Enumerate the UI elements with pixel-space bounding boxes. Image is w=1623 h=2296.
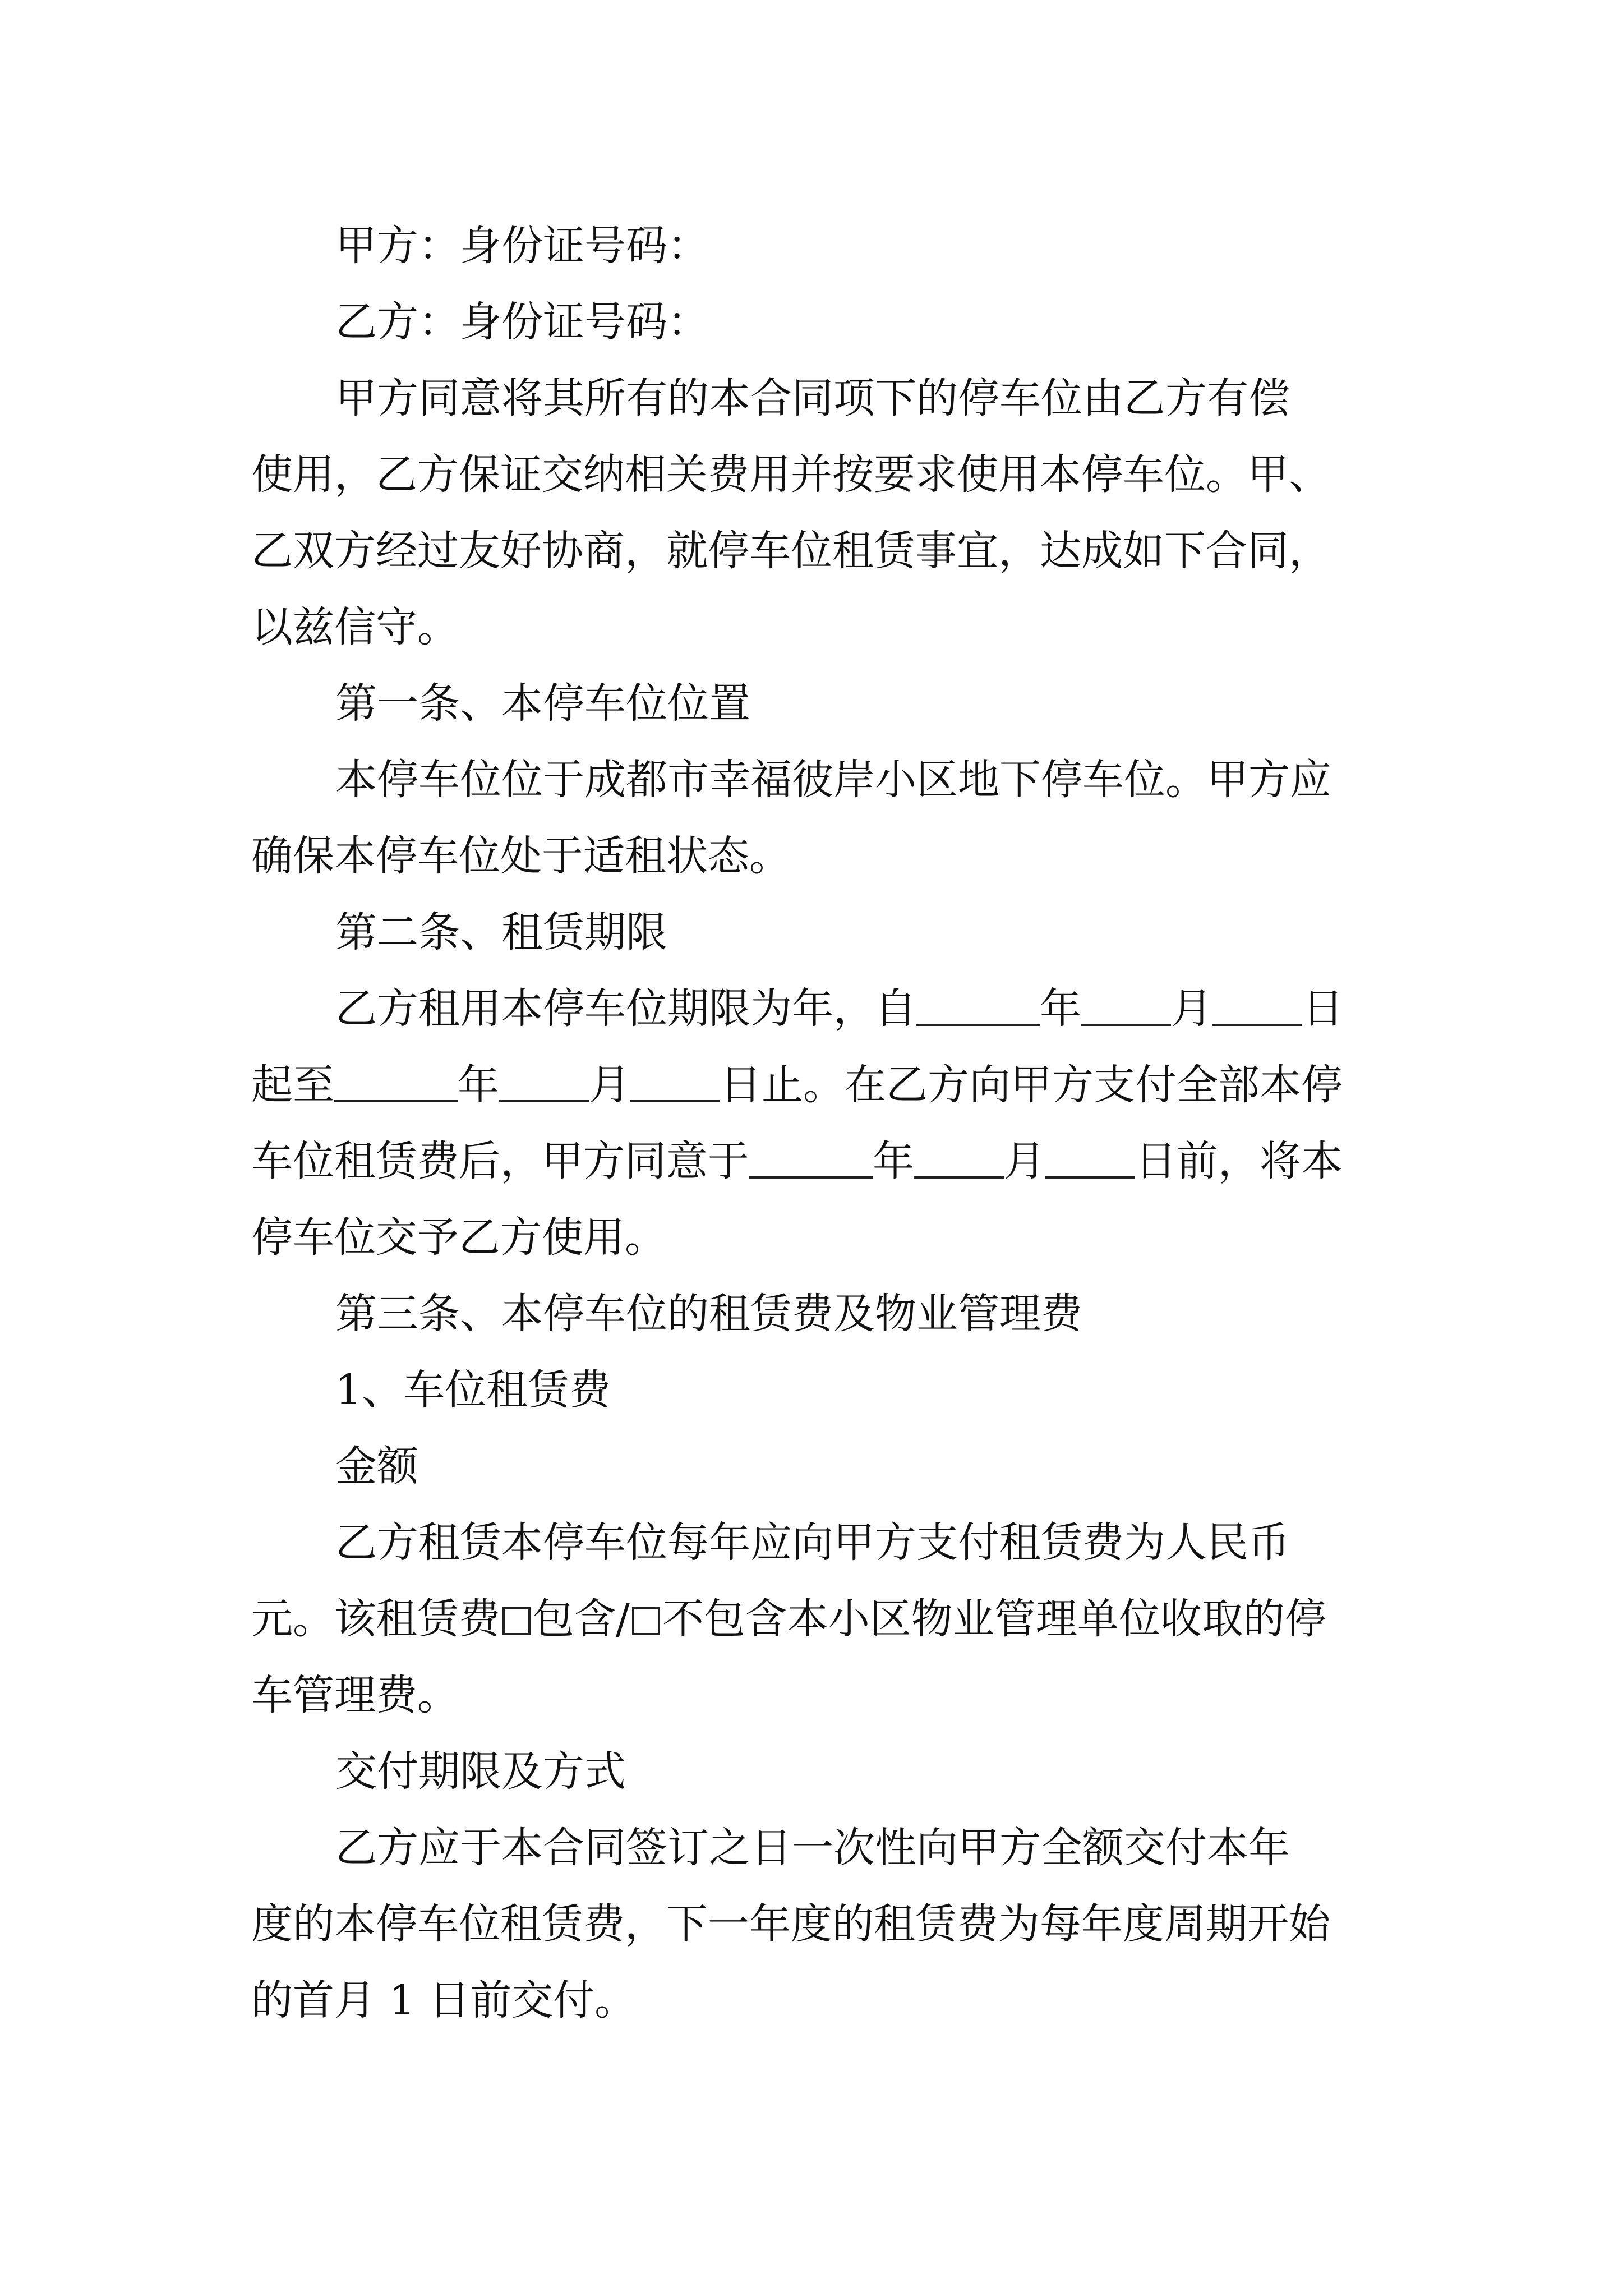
start-day-blank [1212, 990, 1302, 1026]
exclude-checkbox[interactable] [632, 1607, 660, 1635]
day-label: 日 [1302, 984, 1344, 1033]
article-2-line-3-end: 日前，将本 [1135, 1137, 1343, 1185]
article-2-line-1 [335, 981, 1344, 1037]
article-2-line-2-text: 起至 [251, 1061, 334, 1109]
start-month-blank [1081, 990, 1171, 1026]
article-3-line-2 [251, 1591, 1326, 1647]
article-2-line-2 [251, 1057, 1343, 1113]
article-2-heading: 第二条、租赁期限 [335, 908, 667, 956]
include-checkbox[interactable] [502, 1607, 531, 1635]
end-day-blank [630, 1066, 720, 1102]
article-1-line-1: 本停车位位于成都市幸福彼岸小区地下停车位。甲方应 [335, 756, 1331, 804]
handover-day-blank [1045, 1143, 1135, 1179]
article-2-line-3 [251, 1133, 1343, 1189]
preamble-line-3: 乙双方经过友好协商，就停车位租赁事宜，达成如下合同， [251, 527, 1330, 575]
preamble-line-1: 甲方同意将其所有的本合同项下的停车位由乙方有偿 [335, 374, 1290, 422]
article-2-line-3-text: 车位租赁费后，甲方同意于 [251, 1137, 749, 1185]
exclude-label: 不包含本小区物业管理单位收取的停 [662, 1595, 1326, 1643]
year-label: 年 [1040, 984, 1081, 1033]
preamble-line-2: 使用，乙方保证交纳相关费用并按要求使用本停车位。甲、 [251, 450, 1330, 499]
start-year-blank [916, 990, 1040, 1026]
article-3-line-3: 车管理费。 [251, 1671, 459, 1719]
article-1-line-2: 确保本停车位处于适租状态。 [251, 832, 791, 880]
year-label: 年 [873, 1137, 914, 1185]
month-label: 月 [589, 1061, 630, 1109]
year-label: 年 [458, 1061, 499, 1109]
payment-line-1: 乙方应于本合同签订之日一次性向甲方全额交付本年 [335, 1824, 1290, 1872]
article-3-heading: 第三条、本停车位的租赁费及物业管理费 [335, 1290, 1082, 1338]
month-label: 月 [1171, 984, 1212, 1033]
payment-heading: 交付期限及方式 [335, 1747, 626, 1796]
end-year-blank [334, 1066, 458, 1102]
party-b-id-line: 乙方：身份证号码： [335, 298, 709, 346]
payment-line-2: 度的本停车位租赁费，下一年度的租赁费为每年度周期开始 [251, 1900, 1330, 1948]
end-month-blank [499, 1066, 589, 1102]
preamble-line-4: 以兹信守。 [251, 603, 459, 651]
handover-month-blank [914, 1143, 1004, 1179]
article-1-heading: 第一条、本停车位位置 [335, 679, 750, 728]
party-a-id-line: 甲方：身份证号码： [335, 222, 709, 270]
article-3-line-1: 乙方租赁本停车位每年应向甲方支付租赁费为人民币 [335, 1519, 1290, 1567]
amount-heading: 金额 [335, 1442, 418, 1490]
article-2-line-4: 停车位交予乙方使用。 [251, 1213, 666, 1262]
article-2-line-2-end: 日止。在乙方向甲方支付全部本停 [720, 1061, 1343, 1109]
article-3-line-2-text: 元。该租赁费 [251, 1595, 500, 1643]
article-2-line-1-text: 乙方租用本停车位期限为年，自 [335, 984, 916, 1033]
handover-year-blank [749, 1143, 873, 1179]
article-3-sub-1: 1、车位租赁费 [335, 1366, 611, 1414]
payment-line-3: 的首月 1 日前交付。 [251, 1976, 637, 2024]
month-label: 月 [1004, 1137, 1045, 1185]
include-label: 包含/ [533, 1595, 630, 1643]
